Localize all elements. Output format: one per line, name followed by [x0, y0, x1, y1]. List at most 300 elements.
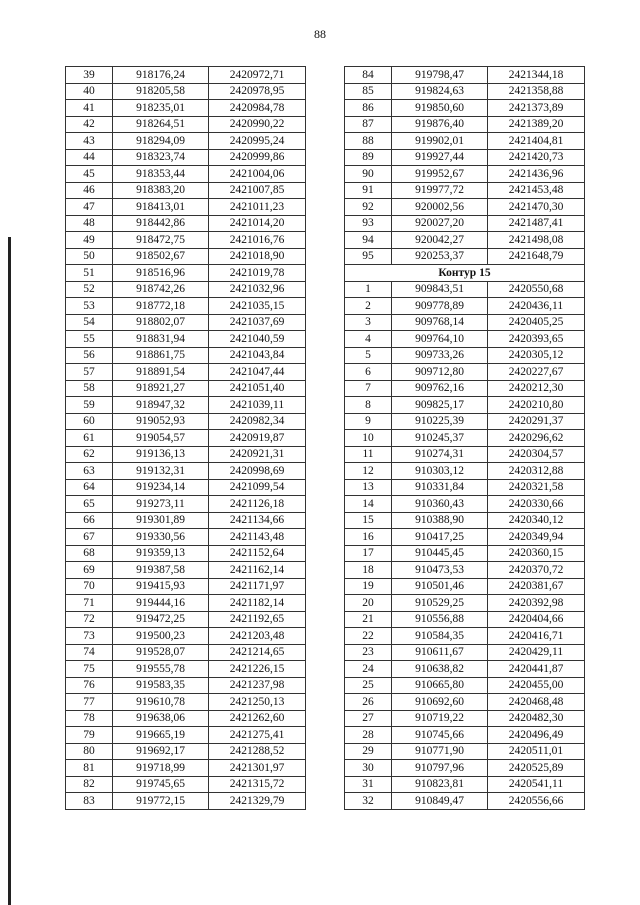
table-row [345, 611, 585, 628]
point-number-cell: 32 [345, 793, 392, 810]
y-coordinate-cell: 2421143,48 [209, 529, 306, 546]
point-number-cell: 51 [66, 265, 113, 282]
x-coordinate-cell: 919052,93 [113, 413, 209, 430]
x-coordinate-cell: 919136,13 [113, 446, 209, 463]
point-number-cell: 84 [345, 67, 392, 84]
y-coordinate-cell: 2420482,30 [488, 710, 585, 727]
table-row [66, 694, 306, 711]
table-row [345, 248, 585, 265]
table-row [66, 727, 306, 744]
x-coordinate-cell: 919301,89 [113, 512, 209, 529]
y-coordinate-cell: 2420312,88 [488, 463, 585, 480]
point-number-cell: 22 [345, 628, 392, 645]
y-coordinate-cell: 2421047,44 [209, 364, 306, 381]
table-row [66, 793, 306, 810]
x-coordinate-cell: 919528,07 [113, 644, 209, 661]
table-row [345, 743, 585, 760]
y-coordinate-cell: 2421301,97 [209, 760, 306, 777]
table-row [345, 133, 585, 150]
x-coordinate-cell: 910665,80 [392, 677, 488, 694]
table-row [345, 512, 585, 529]
y-coordinate-cell: 2421237,98 [209, 677, 306, 694]
x-coordinate-cell: 919555,78 [113, 661, 209, 678]
x-coordinate-cell: 919745,65 [113, 776, 209, 793]
table-row [345, 67, 585, 84]
y-coordinate-cell: 2420511,01 [488, 743, 585, 760]
x-coordinate-cell: 919927,44 [392, 149, 488, 166]
point-number-cell: 79 [66, 727, 113, 744]
y-coordinate-cell: 2420330,66 [488, 496, 585, 513]
x-coordinate-cell: 910331,84 [392, 479, 488, 496]
point-number-cell: 17 [345, 545, 392, 562]
table-row [345, 479, 585, 496]
table-row [345, 215, 585, 232]
y-coordinate-cell: 2421134,66 [209, 512, 306, 529]
x-coordinate-cell: 919583,35 [113, 677, 209, 694]
point-number-cell: 10 [345, 430, 392, 447]
y-coordinate-cell: 2421035,15 [209, 298, 306, 315]
table-row [345, 347, 585, 364]
x-coordinate-cell: 910388,90 [392, 512, 488, 529]
point-number-cell: 11 [345, 446, 392, 463]
x-coordinate-cell: 918861,75 [113, 347, 209, 364]
y-coordinate-cell: 2420210,80 [488, 397, 585, 414]
x-coordinate-cell: 919610,78 [113, 694, 209, 711]
x-coordinate-cell: 919330,56 [113, 529, 209, 546]
y-coordinate-cell: 2421016,76 [209, 232, 306, 249]
x-coordinate-cell: 910473,53 [392, 562, 488, 579]
y-coordinate-cell: 2420381,67 [488, 578, 585, 595]
table-row [66, 446, 306, 463]
coordinates-table-left [65, 66, 306, 810]
x-coordinate-cell: 910303,12 [392, 463, 488, 480]
y-coordinate-cell: 2420919,87 [209, 430, 306, 447]
x-coordinate-cell: 918891,54 [113, 364, 209, 381]
point-number-cell: 12 [345, 463, 392, 480]
table-row [345, 446, 585, 463]
x-coordinate-cell: 918472,75 [113, 232, 209, 249]
point-number-cell: 20 [345, 595, 392, 612]
point-number-cell: 83 [66, 793, 113, 810]
table-row [66, 166, 306, 183]
y-coordinate-cell: 2421192,65 [209, 611, 306, 628]
y-coordinate-cell: 2421373,89 [488, 100, 585, 117]
y-coordinate-cell: 2421329,79 [209, 793, 306, 810]
point-number-cell: 90 [345, 166, 392, 183]
x-coordinate-cell: 918264,51 [113, 116, 209, 133]
y-coordinate-cell: 2421032,96 [209, 281, 306, 298]
x-coordinate-cell: 918413,01 [113, 199, 209, 216]
table-row [345, 710, 585, 727]
x-coordinate-cell: 910745,66 [392, 727, 488, 744]
y-coordinate-cell: 2421162,14 [209, 562, 306, 579]
x-coordinate-cell: 920002,56 [392, 199, 488, 216]
table-row [345, 793, 585, 810]
y-coordinate-cell: 2421099,54 [209, 479, 306, 496]
x-coordinate-cell: 909733,26 [392, 347, 488, 364]
table-row [66, 496, 306, 513]
page-number: 88 [314, 27, 326, 41]
table-row [345, 628, 585, 645]
point-number-cell: 41 [66, 100, 113, 117]
table-row [66, 661, 306, 678]
x-coordinate-cell: 920253,37 [392, 248, 488, 265]
table-row [345, 298, 585, 315]
point-number-cell: 92 [345, 199, 392, 216]
point-number-cell: 27 [345, 710, 392, 727]
x-coordinate-cell: 919692,17 [113, 743, 209, 760]
y-coordinate-cell: 2421039,11 [209, 397, 306, 414]
table-row [345, 776, 585, 793]
table-row [66, 67, 306, 84]
point-number-cell: 87 [345, 116, 392, 133]
y-coordinate-cell: 2420212,30 [488, 380, 585, 397]
point-number-cell: 95 [345, 248, 392, 265]
table-row [66, 364, 306, 381]
point-number-cell: 47 [66, 199, 113, 216]
y-coordinate-cell: 2421152,64 [209, 545, 306, 562]
x-coordinate-cell: 918772,18 [113, 298, 209, 315]
x-coordinate-cell: 918502,67 [113, 248, 209, 265]
point-number-cell: 80 [66, 743, 113, 760]
table-row [66, 743, 306, 760]
x-coordinate-cell: 918383,20 [113, 182, 209, 199]
y-coordinate-cell: 2420304,57 [488, 446, 585, 463]
point-number-cell: 15 [345, 512, 392, 529]
margin-rule [8, 237, 11, 905]
table-row [66, 677, 306, 694]
point-number-cell: 73 [66, 628, 113, 645]
y-coordinate-cell: 2421315,72 [209, 776, 306, 793]
x-coordinate-cell: 910245,37 [392, 430, 488, 447]
x-coordinate-cell: 918294,09 [113, 133, 209, 150]
point-number-cell: 26 [345, 694, 392, 711]
x-coordinate-cell: 909762,16 [392, 380, 488, 397]
point-number-cell: 46 [66, 182, 113, 199]
x-coordinate-cell: 909768,14 [392, 314, 488, 331]
table-row [66, 182, 306, 199]
x-coordinate-cell: 918921,27 [113, 380, 209, 397]
y-coordinate-cell: 2421648,79 [488, 248, 585, 265]
table-row [345, 463, 585, 480]
table-row [66, 265, 306, 282]
table-row [66, 232, 306, 249]
point-number-cell: 50 [66, 248, 113, 265]
x-coordinate-cell: 919665,19 [113, 727, 209, 744]
y-coordinate-cell: 2420525,89 [488, 760, 585, 777]
x-coordinate-cell: 909843,51 [392, 281, 488, 298]
table-row [345, 727, 585, 744]
y-coordinate-cell: 2420556,66 [488, 793, 585, 810]
y-coordinate-cell: 2420370,72 [488, 562, 585, 579]
table-row [66, 281, 306, 298]
x-coordinate-cell: 918353,44 [113, 166, 209, 183]
point-number-cell: 9 [345, 413, 392, 430]
y-coordinate-cell: 2421487,41 [488, 215, 585, 232]
y-coordinate-cell: 2421275,41 [209, 727, 306, 744]
y-coordinate-cell: 2420441,87 [488, 661, 585, 678]
x-coordinate-cell: 919638,06 [113, 710, 209, 727]
y-coordinate-cell: 2420982,34 [209, 413, 306, 430]
table-row [345, 364, 585, 381]
point-number-cell: 25 [345, 677, 392, 694]
point-number-cell: 45 [66, 166, 113, 183]
table-row [66, 347, 306, 364]
x-coordinate-cell: 910719,22 [392, 710, 488, 727]
table-row [345, 578, 585, 595]
table-row [345, 694, 585, 711]
point-number-cell: 31 [345, 776, 392, 793]
table-row [345, 397, 585, 414]
x-coordinate-cell: 910274,31 [392, 446, 488, 463]
point-number-cell: 24 [345, 661, 392, 678]
x-coordinate-cell: 920042,27 [392, 232, 488, 249]
table-row [66, 760, 306, 777]
x-coordinate-cell: 910771,90 [392, 743, 488, 760]
x-coordinate-cell: 919772,15 [113, 793, 209, 810]
x-coordinate-cell: 910501,46 [392, 578, 488, 595]
point-number-cell: 70 [66, 578, 113, 595]
table-row [345, 595, 585, 612]
table-row [345, 661, 585, 678]
point-number-cell: 55 [66, 331, 113, 348]
table-row [66, 529, 306, 546]
x-coordinate-cell: 910529,25 [392, 595, 488, 612]
y-coordinate-cell: 2420550,68 [488, 281, 585, 298]
y-coordinate-cell: 2420436,11 [488, 298, 585, 315]
x-coordinate-cell: 919876,40 [392, 116, 488, 133]
point-number-cell: 28 [345, 727, 392, 744]
x-coordinate-cell: 919415,93 [113, 578, 209, 595]
point-number-cell: 13 [345, 479, 392, 496]
point-number-cell: 14 [345, 496, 392, 513]
section-title: Контур 15 [345, 265, 585, 282]
y-coordinate-cell: 2420291,37 [488, 413, 585, 430]
y-coordinate-cell: 2420429,11 [488, 644, 585, 661]
point-number-cell: 74 [66, 644, 113, 661]
table-row [345, 331, 585, 348]
y-coordinate-cell: 2421420,73 [488, 149, 585, 166]
point-number-cell: 63 [66, 463, 113, 480]
table-row [345, 496, 585, 513]
y-coordinate-cell: 2420296,62 [488, 430, 585, 447]
y-coordinate-cell: 2420496,49 [488, 727, 585, 744]
x-coordinate-cell: 919500,23 [113, 628, 209, 645]
y-coordinate-cell: 2420405,25 [488, 314, 585, 331]
table-row [66, 578, 306, 595]
point-number-cell: 39 [66, 67, 113, 84]
y-coordinate-cell: 2421019,78 [209, 265, 306, 282]
point-number-cell: 3 [345, 314, 392, 331]
y-coordinate-cell: 2420998,69 [209, 463, 306, 480]
table-row [345, 677, 585, 694]
y-coordinate-cell: 2421051,40 [209, 380, 306, 397]
y-coordinate-cell: 2421040,59 [209, 331, 306, 348]
x-coordinate-cell: 909778,89 [392, 298, 488, 315]
x-coordinate-cell: 918235,01 [113, 100, 209, 117]
point-number-cell: 7 [345, 380, 392, 397]
table-row [345, 430, 585, 447]
y-coordinate-cell: 2420321,58 [488, 479, 585, 496]
point-number-cell: 48 [66, 215, 113, 232]
point-number-cell: 43 [66, 133, 113, 150]
x-coordinate-cell: 919444,16 [113, 595, 209, 612]
y-coordinate-cell: 2420305,12 [488, 347, 585, 364]
point-number-cell: 21 [345, 611, 392, 628]
point-number-cell: 89 [345, 149, 392, 166]
point-number-cell: 23 [345, 644, 392, 661]
point-number-cell: 53 [66, 298, 113, 315]
y-coordinate-cell: 2420349,94 [488, 529, 585, 546]
point-number-cell: 86 [345, 100, 392, 117]
point-number-cell: 8 [345, 397, 392, 414]
y-coordinate-cell: 2421126,18 [209, 496, 306, 513]
y-coordinate-cell: 2420455,00 [488, 677, 585, 694]
y-coordinate-cell: 2420227,67 [488, 364, 585, 381]
table-row [345, 545, 585, 562]
point-number-cell: 85 [345, 83, 392, 100]
table-row [66, 248, 306, 265]
point-number-cell: 82 [66, 776, 113, 793]
table-row [345, 529, 585, 546]
y-coordinate-cell: 2421358,88 [488, 83, 585, 100]
y-coordinate-cell: 2421004,06 [209, 166, 306, 183]
point-number-cell: 69 [66, 562, 113, 579]
y-coordinate-cell: 2420360,15 [488, 545, 585, 562]
y-coordinate-cell: 2421203,48 [209, 628, 306, 645]
x-coordinate-cell: 909712,80 [392, 364, 488, 381]
point-number-cell: 56 [66, 347, 113, 364]
table-row [66, 512, 306, 529]
x-coordinate-cell: 919798,47 [392, 67, 488, 84]
point-number-cell: 88 [345, 133, 392, 150]
point-number-cell: 16 [345, 529, 392, 546]
y-coordinate-cell: 2421344,18 [488, 67, 585, 84]
x-coordinate-cell: 919387,58 [113, 562, 209, 579]
point-number-cell: 75 [66, 661, 113, 678]
table-row [66, 479, 306, 496]
y-coordinate-cell: 2421043,84 [209, 347, 306, 364]
x-coordinate-cell: 918947,32 [113, 397, 209, 414]
y-coordinate-cell: 2421014,20 [209, 215, 306, 232]
y-coordinate-cell: 2420978,95 [209, 83, 306, 100]
x-coordinate-cell: 918176,24 [113, 67, 209, 84]
y-coordinate-cell: 2421182,14 [209, 595, 306, 612]
point-number-cell: 81 [66, 760, 113, 777]
x-coordinate-cell: 919850,60 [392, 100, 488, 117]
point-number-cell: 42 [66, 116, 113, 133]
x-coordinate-cell: 919234,14 [113, 479, 209, 496]
y-coordinate-cell: 2421214,65 [209, 644, 306, 661]
point-number-cell: 49 [66, 232, 113, 249]
y-coordinate-cell: 2420921,31 [209, 446, 306, 463]
table-row [66, 611, 306, 628]
x-coordinate-cell: 918742,26 [113, 281, 209, 298]
y-coordinate-cell: 2421436,96 [488, 166, 585, 183]
point-number-cell: 65 [66, 496, 113, 513]
coordinates-table-right [344, 66, 585, 810]
point-number-cell: 58 [66, 380, 113, 397]
point-number-cell: 93 [345, 215, 392, 232]
table-row [345, 166, 585, 183]
table-row [345, 100, 585, 117]
point-number-cell: 57 [66, 364, 113, 381]
point-number-cell: 76 [66, 677, 113, 694]
table-row [66, 710, 306, 727]
x-coordinate-cell: 910556,88 [392, 611, 488, 628]
x-coordinate-cell: 910611,67 [392, 644, 488, 661]
x-coordinate-cell: 919824,63 [392, 83, 488, 100]
y-coordinate-cell: 2420340,12 [488, 512, 585, 529]
table-row [66, 83, 306, 100]
x-coordinate-cell: 919054,57 [113, 430, 209, 447]
x-coordinate-cell: 909825,17 [392, 397, 488, 414]
y-coordinate-cell: 2421288,52 [209, 743, 306, 760]
y-coordinate-cell: 2421250,13 [209, 694, 306, 711]
table-row [345, 413, 585, 430]
point-number-cell: 54 [66, 314, 113, 331]
table-row [66, 100, 306, 117]
y-coordinate-cell: 2421226,15 [209, 661, 306, 678]
point-number-cell: 62 [66, 446, 113, 463]
table-row [66, 149, 306, 166]
point-number-cell: 91 [345, 182, 392, 199]
table-row [66, 776, 306, 793]
table-row [66, 397, 306, 414]
point-number-cell: 52 [66, 281, 113, 298]
y-coordinate-cell: 2421389,20 [488, 116, 585, 133]
x-coordinate-cell: 910417,25 [392, 529, 488, 546]
y-coordinate-cell: 2421011,23 [209, 199, 306, 216]
table-row [66, 133, 306, 150]
point-number-cell: 5 [345, 347, 392, 364]
table-row [345, 182, 585, 199]
y-coordinate-cell: 2420404,66 [488, 611, 585, 628]
point-number-cell: 2 [345, 298, 392, 315]
y-coordinate-cell: 2420416,71 [488, 628, 585, 645]
y-coordinate-cell: 2420995,24 [209, 133, 306, 150]
x-coordinate-cell: 918516,96 [113, 265, 209, 282]
table-row [66, 199, 306, 216]
point-number-cell: 40 [66, 83, 113, 100]
y-coordinate-cell: 2421404,81 [488, 133, 585, 150]
table-row [66, 331, 306, 348]
x-coordinate-cell: 910360,43 [392, 496, 488, 513]
x-coordinate-cell: 910584,35 [392, 628, 488, 645]
table-row [66, 463, 306, 480]
x-coordinate-cell: 919952,67 [392, 166, 488, 183]
point-number-cell: 1 [345, 281, 392, 298]
point-number-cell: 19 [345, 578, 392, 595]
y-coordinate-cell: 2421470,30 [488, 199, 585, 216]
table-row [345, 149, 585, 166]
x-coordinate-cell: 910445,45 [392, 545, 488, 562]
x-coordinate-cell: 918323,74 [113, 149, 209, 166]
point-number-cell: 71 [66, 595, 113, 612]
y-coordinate-cell: 2421498,08 [488, 232, 585, 249]
table-row [345, 380, 585, 397]
point-number-cell: 29 [345, 743, 392, 760]
table-row [66, 380, 306, 397]
x-coordinate-cell: 919132,31 [113, 463, 209, 480]
x-coordinate-cell: 910638,82 [392, 661, 488, 678]
point-number-cell: 44 [66, 149, 113, 166]
point-number-cell: 68 [66, 545, 113, 562]
point-number-cell: 4 [345, 331, 392, 348]
point-number-cell: 60 [66, 413, 113, 430]
x-coordinate-cell: 918442,86 [113, 215, 209, 232]
x-coordinate-cell: 910692,60 [392, 694, 488, 711]
